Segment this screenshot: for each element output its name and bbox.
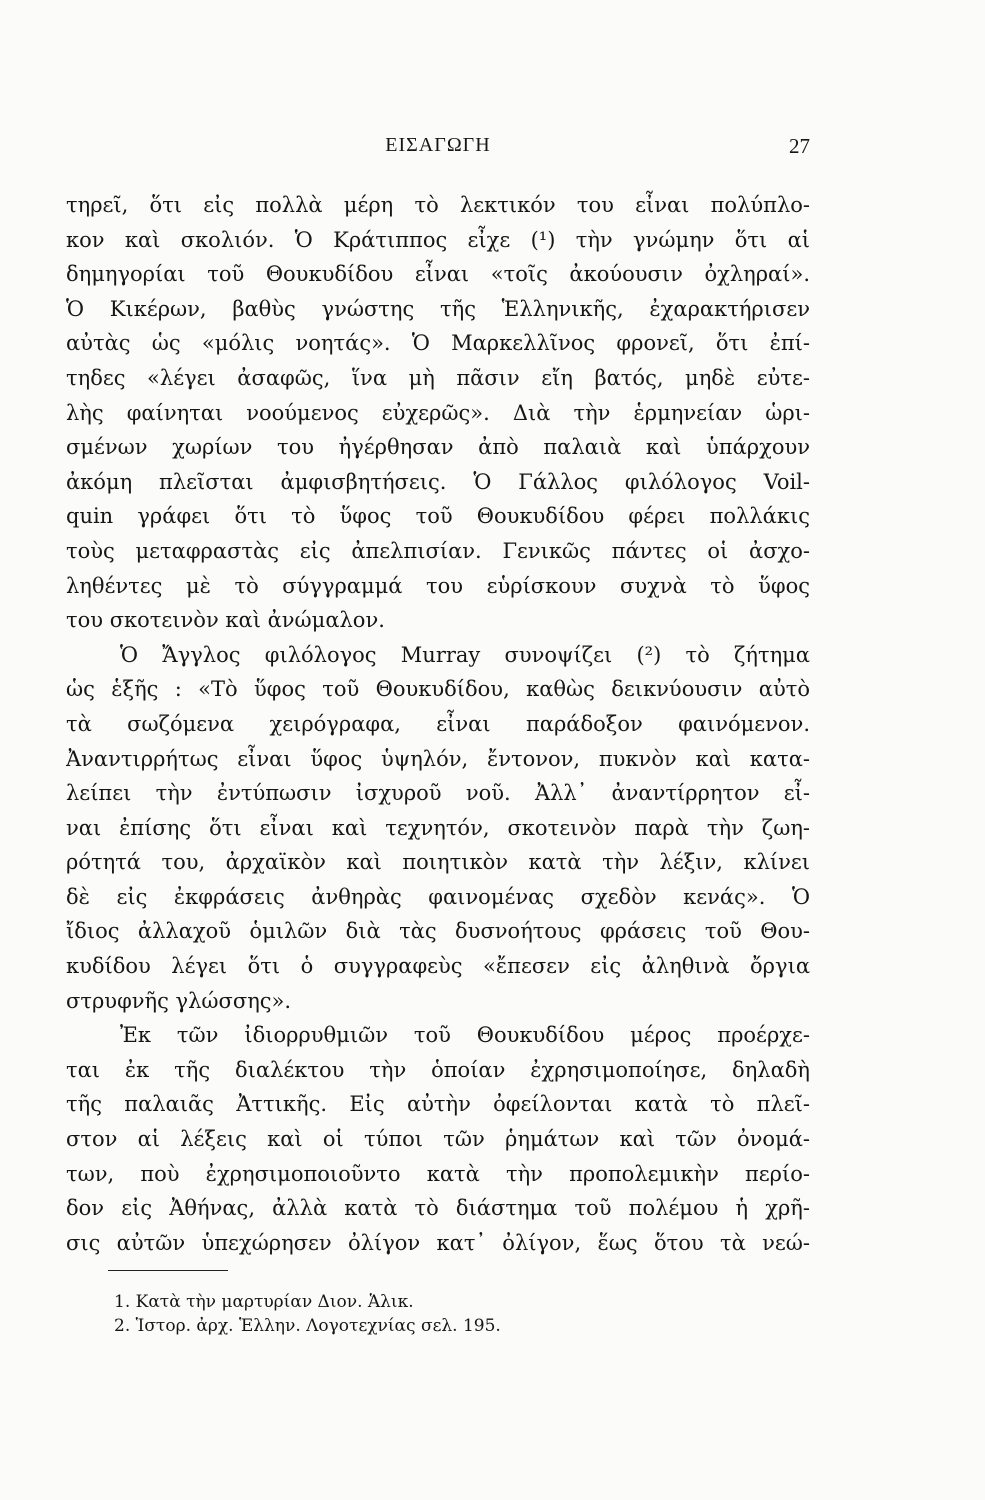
text-line: σμένων χωρίων του ἠγέρθησαν ἀπὸ παλαιὰ καὶ ὑπάρχουν [66, 435, 810, 460]
text-line: λὴς φαίνηται νοούμενος εὐχερῶς». Διὰ τὴν ἑρμηνείαν ὡρι- [66, 400, 810, 425]
text-line: ρότητά του, ἀρχαϊκὸν καὶ ποιητικὸν κατὰ τὴν λέξιν, κλίνει [66, 850, 810, 875]
text-line: ναι ἐπίσης ὅτι εἶναι καὶ τεχνητόν, σκοτεινὸν παρὰ τὴν ζωη- [66, 815, 810, 840]
text-line: ἴδιος ἀλλαχοῦ ὁμιλῶν διὰ τὰς δυσνοήτους φράσεις τοῦ Θου- [66, 919, 810, 944]
text-line: στρυφνῆς γλώσσης». [66, 988, 292, 1013]
text-line: Ὁ Ἄγγλος φιλόλογος Murray συνοψίζει (²) τὸ ζήτημα [120, 642, 810, 667]
text-line: Ὁ Κικέρων, βαθὺς γνώστης τῆς Ἑλληνικῆς, ἐχαρακτήρισεν [66, 296, 810, 321]
text-line: στον αἱ λέξεις καὶ οἱ τύποι τῶν ῥημάτων καὶ τῶν ὀνομά- [66, 1127, 810, 1152]
text-line: Ἀναντιρρήτως εἶναι ὕφος ὑψηλόν, ἔντονον, πυκνὸν καὶ κατα- [66, 746, 810, 771]
text-line: του σκοτεινὸν καὶ ἀνώμαλον. [66, 608, 385, 633]
text-line: τηρεῖ, ὅτι εἰς πολλὰ μέρη τὸ λεκτικόν του εἶναι πολύπλο- [66, 193, 810, 217]
text-line: λείπει τὴν ἐντύπωσιν ἰσχυροῦ νοῦ. Ἀλλ᾽ ἀναντίρρητον εἶ- [66, 781, 810, 806]
footnotes [114, 1290, 714, 1338]
page-number: 27 [789, 134, 810, 158]
running-title: ΕΙΣΑΓΩΓΗ [385, 134, 491, 156]
text-line: κυδίδου λέγει ὅτι ὁ συγγραφεὺς «ἔπεσεν εἰς ἀληθινὰ ὄργια [66, 954, 810, 979]
text-line: σις αὐτῶν ὑπεχώρησεν ὀλίγον κατ᾽ ὀλίγον, ἕως ὅτου τὰ νεώ- [66, 1230, 810, 1255]
text-line: τοὺς μεταφραστὰς εἰς ἀπελπισίαν. Γενικῶς πάντες οἱ ἀσχο- [66, 538, 810, 563]
text-line: τὰ σωζόμενα χειρόγραφα, εἶναι παράδοξον φαινόμενον. [66, 711, 810, 736]
text-line: ληθέντες μὲ τὸ σύγγραμμά του εὑρίσκουν συχνὰ τὸ ὕφος [66, 573, 810, 598]
text-line: δημηγορίαι τοῦ Θουκυδίδου εἶναι «τοῖς ἀκούουσιν ὀχληραί». [66, 262, 810, 287]
text-line: δον εἰς Ἀθήνας, ἀλλὰ κατὰ τὸ διάστημα τοῦ πολέμου ἡ χρῆ- [66, 1196, 810, 1221]
body-text [66, 188, 810, 1260]
text-line: τηδες «λέγει ἀσαφῶς, ἵνα μὴ πᾶσιν εἴη βατός, μηδὲ εὐτε- [66, 365, 810, 390]
text-line: quin γράφει ὅτι τὸ ὕφος τοῦ Θουκυδίδου φέρει πολλάκις [66, 504, 810, 529]
text-line: δὲ εἰς ἐκφράσεις ἀνθηρὰς φαινομένας σχεδὸν κενάς». Ὁ [66, 884, 810, 909]
page-header [66, 134, 810, 164]
text-line: αὐτὰς ὡς «μόλις νοητάς». Ὁ Μαρκελλῖνος φρονεῖ, ὅτι ἐπί- [66, 331, 810, 356]
text-line: τῆς παλαιᾶς Ἀττικῆς. Εἰς αὐτὴν ὀφείλονται κατὰ τὸ πλεῖ- [66, 1092, 810, 1117]
text-line: ται ἐκ τῆς διαλέκτου τὴν ὁποίαν ἐχρησιμοποίησε, δηλαδὴ [66, 1057, 810, 1082]
text-line: ὡς ἑξῆς : «Τὸ ὕφος τοῦ Θουκυδίδου, καθὼς δεικνύουσιν αὐτὸ [66, 677, 810, 702]
footnote-divider [108, 1270, 228, 1271]
text-line: των, ποὺ ἐχρησιμοποιοῦντο κατὰ τὴν προπολεμικὴν περίο- [66, 1161, 810, 1186]
text-line: ἀκόμη πλεῖσται ἀμφισβητήσεις. Ὁ Γάλλος φιλόλογος Voil- [66, 469, 810, 494]
text-line: Ἐκ τῶν ἰδιορρυθμιῶν τοῦ Θουκυδίδου μέρος προέρχε- [120, 1023, 810, 1048]
footnote-1: 1. Κατὰ τὴν μαρτυρίαν Διον. Ἁλικ. [114, 1292, 414, 1312]
text-line: κον καὶ σκολιόν. Ὁ Κράτιππος εἶχε (¹) τὴν γνώμην ὅτι αἱ [66, 227, 810, 252]
footnote-2: 2. Ἱστορ. ἀρχ. Ἑλλην. Λογοτεχνίας σελ. 195. [114, 1316, 501, 1336]
